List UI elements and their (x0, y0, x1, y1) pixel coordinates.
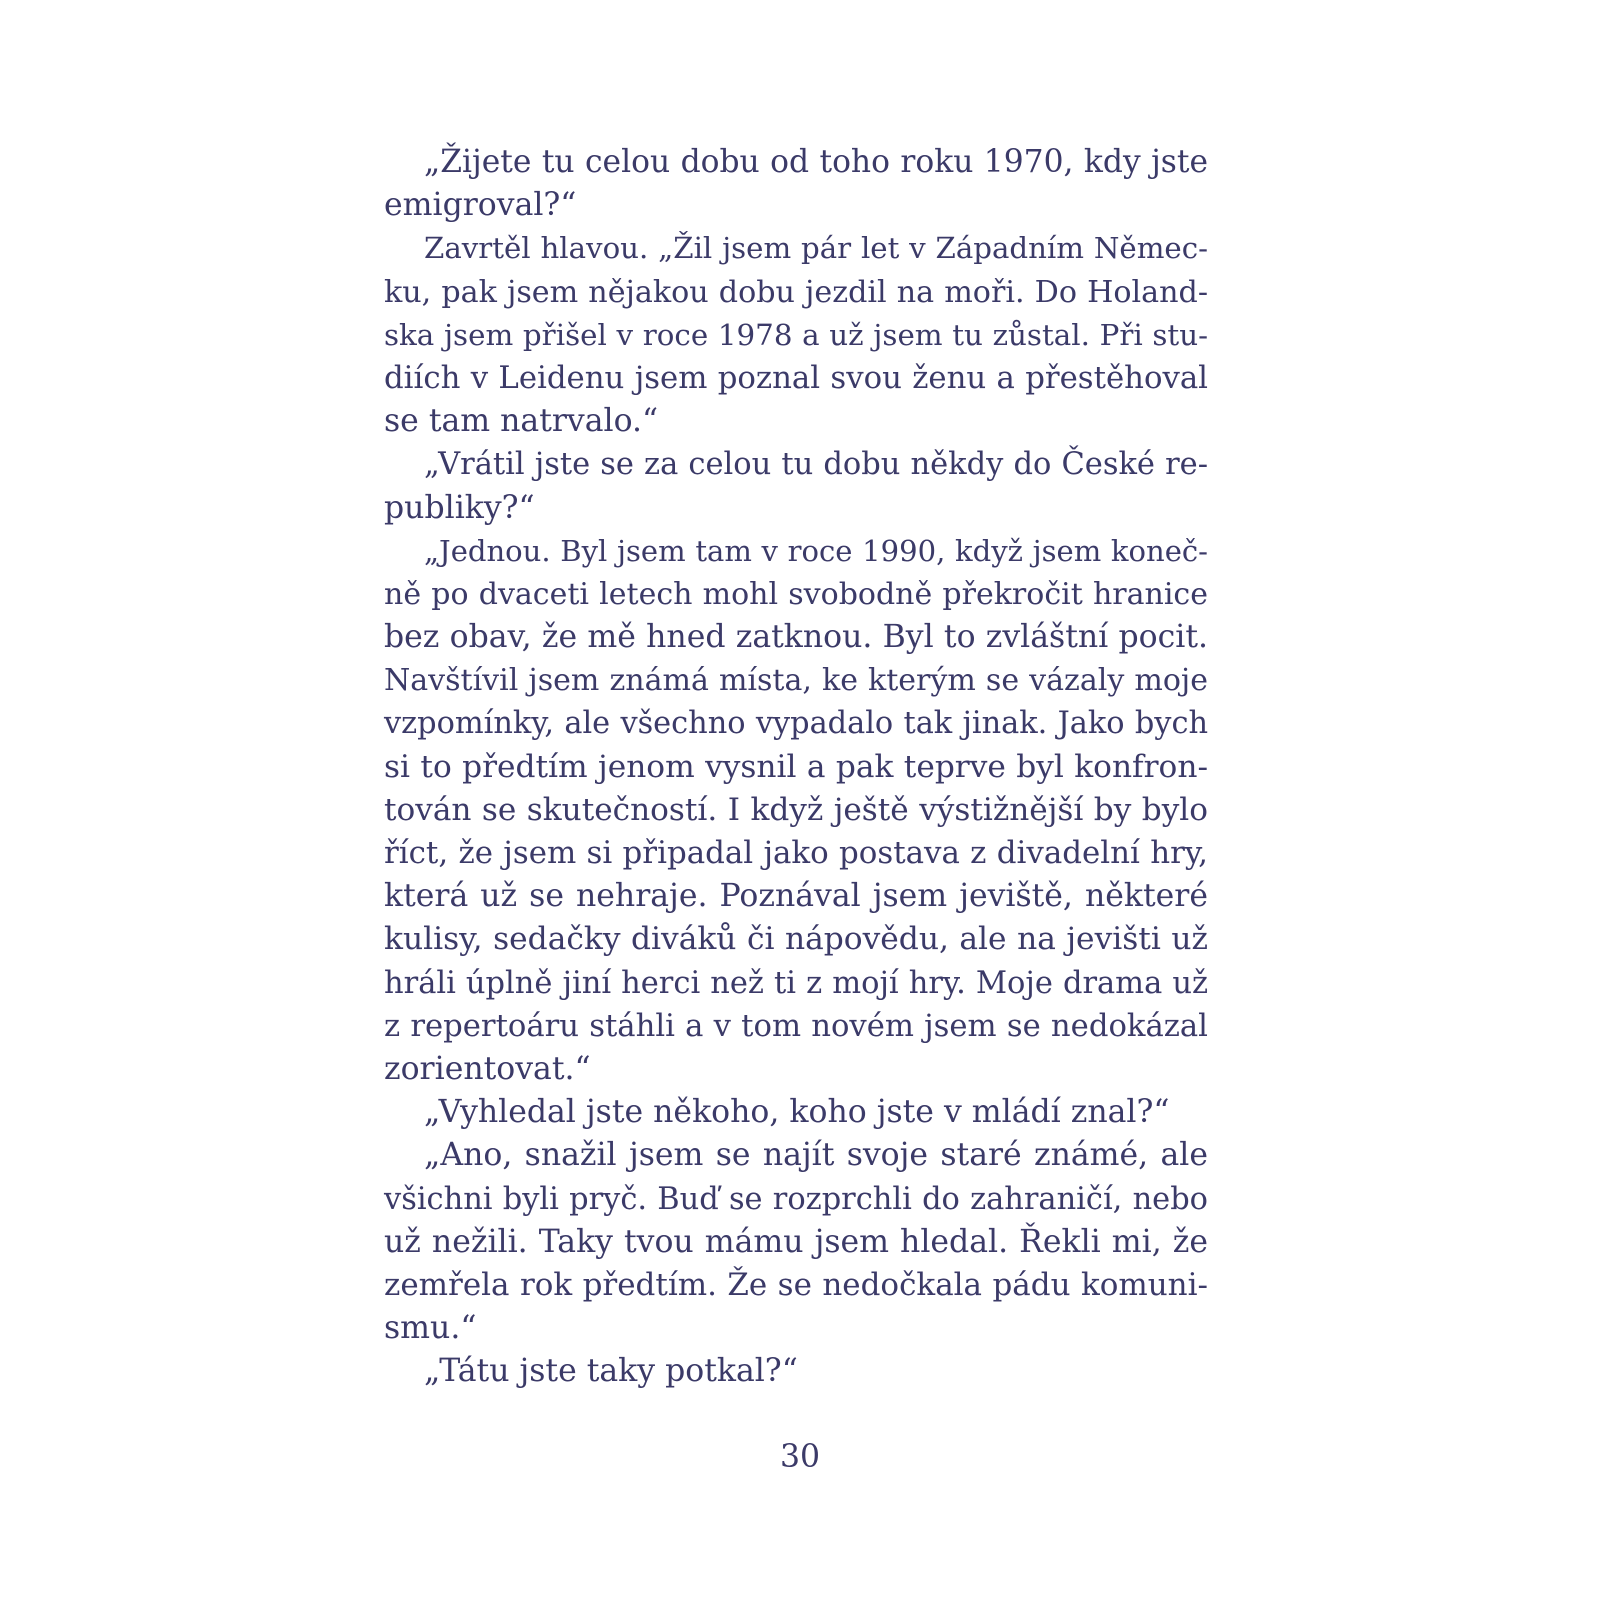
text-line: hráli úplně jiní herci než ti z mojí hry. Moje drama už (384, 965, 1208, 1001)
text-line: zemřela rok předtím. Že se nedočkala pádu komuni- (384, 1266, 1208, 1303)
text-line: diích v Leidenu jsem poznal svou ženu a přestěhoval (384, 359, 1208, 396)
text-line: „Vyhledal jste někoho, koho jste v mládí znal?“ (424, 1094, 1170, 1131)
text-line: „Ano, snažil jsem se najít svoje staré známé, ale (424, 1137, 1208, 1174)
text-line: si to předtím jenom vysnil a pak teprve byl konfron- (384, 748, 1208, 785)
text-line: se tam natrvalo.“ (384, 403, 659, 440)
text-line: smu.“ (384, 1310, 477, 1347)
text-line: tován se skutečností. I když ještě výstižnější by bylo (384, 791, 1208, 828)
text-line: z repertoáru stáhli a v tom novém jsem se nedokázal (384, 1008, 1208, 1044)
text-line: říct, že jsem si připadal jako postava z divadelní hry, (384, 835, 1208, 871)
text-line: ku, pak jsem nějakou dobu jezdil na moři. Do Holand- (384, 274, 1208, 310)
text-line: Zavrtěl hlavou. „Žil jsem pár let v Západním Němec- (424, 231, 1208, 266)
text-line: „Jednou. Byl jsem tam v roce 1990, když jsem koneč- (424, 533, 1208, 568)
text-line: „Žijete tu celou dobu od toho roku 1970, kdy jste (424, 144, 1208, 180)
text-line: už nežili. Taky tvou mámu jsem hledal. Řekli mi, že (384, 1223, 1208, 1260)
text-line: kulisy, sedačky diváků či nápovědu, ale na jevišti už (384, 921, 1208, 958)
text-line: Navštívil jsem známá místa, ke kterým se vázaly moje (384, 663, 1208, 699)
body-text (384, 141, 1208, 1393)
text-line: která už se nehraje. Poznával jsem jeviště, některé (384, 878, 1208, 915)
text-line: „Vrátil jste se za celou tu dobu někdy do České re- (424, 447, 1208, 483)
text-line: „Tátu jste taky potkal?“ (424, 1353, 798, 1390)
text-line: zorientovat.“ (384, 1050, 591, 1087)
text-line: ska jsem přišel v roce 1978 a už jsem tu zůstal. Při stu- (384, 317, 1208, 352)
page-number: 30 (779, 1439, 821, 1475)
text-line: emigroval?“ (384, 187, 577, 224)
text-line: bez obav, že mě hned zatknou. Byl to zvláštní pocit. (384, 619, 1208, 656)
text-line: ně po dvaceti letech mohl svobodně překročit hranice (384, 576, 1208, 612)
text-line: všichni byli pryč. Buď se rozprchli do zahraničí, nebo (384, 1181, 1208, 1217)
text-line: vzpomínky, ale všechno vypadalo tak jinak. Jako bych (384, 706, 1208, 742)
text-line: publiky?“ (384, 489, 535, 526)
